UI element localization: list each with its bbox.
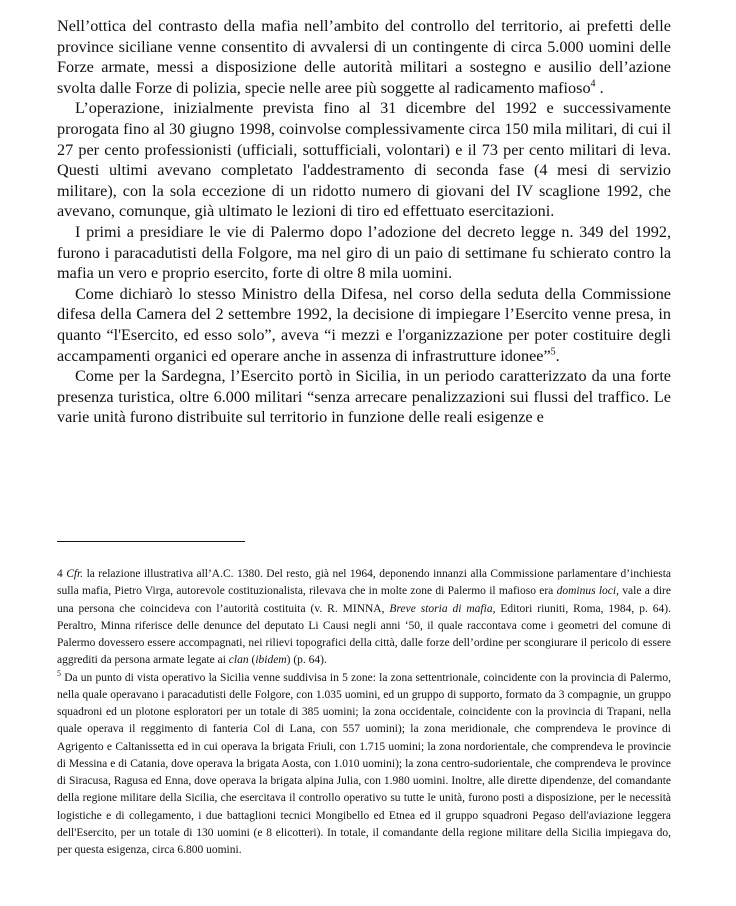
- footnote-4-text-3: Editori riuniti, Roma, 1984, p. 64). Peraltro, Minna riferisce delle denunce del deputato Li Causi negli anni ‘50, il quale raccontava come i geometri del comune di Palermo dovessero essere accompagnati, nei rilievi topografici della città, dalle forze dell’ordine per scongiurare il pericolo di essere aggrediti da persona armate legate ai: [57, 602, 671, 667]
- footnote-4-text-5: ) (p. 64).: [286, 654, 327, 667]
- paragraph-4: [57, 284, 671, 366]
- footnote-4-book-title: Breve storia di mafia,: [389, 602, 496, 615]
- footnote-4-text-4: (: [248, 654, 256, 667]
- paragraph-1-text: Nell’ottica del contrasto della mafia nell’ambito del controllo del territorio, ai prefetti delle province siciliane venne consentito di avvalersi di un contingente di circa 5.000 uomini delle Forze armate, messi a disposizione delle autorità militari a sostegno e ausilio dell’azione svolta dalle Forze di polizia, specie nelle aree più soggette al radicamento mafioso: [57, 17, 671, 97]
- footnote-5-text: Da un punto di vista operativo la Sicilia venne suddivisa in 5 zone: la zona settentrionale, coincidente con la provincia di Palermo, nella quale operavano i paracadutisti delle Folgore, con 1.035 uomini, ed un gruppo di supporto, formato da 3 compagnie, un gruppo squadroni ed un plotone esploratori per un totale di 385 uomini; la zona occidentale, coincidente con la provincia di Trapani, nella quale operava il reggimento di fanteria Col di Lana, con 557 uomini); la zona meridionale, che comprendeva le province di Agrigento e Caltanissetta ed in cui operava la brigata Friuli, con 1.715 uomini; la zona nordorientale, che comprendeva le provincie di Messina e di Catania, dove operava la brigata Aosta, con 1.010 uomini); la zona centro-sudorientale, che comprendeva le province di Siracusa, Ragusa ed Enna, dove operava la brigata alpina Julia, con 1.980 uomini. Inoltre, alle dirette dipendenze, del comandante della regione militare della Sicilia, che esercitava il controllo operativo su tutte le unità, furono posti a disposizione, per le necessità logistiche e di collegamento, i due battaglioni tecnici Mongibello ed Etnea ed il gruppo squadroni Pegaso dell'aviazione leggera dell'Esercito, per un totale di 130 uomini (e 8 elicotteri). In totale, il comandante della regione militare della Sicilia impiegava do, per questa esigenza, circa 6.800 uomini.: [57, 671, 671, 856]
- footnote-separator: [57, 541, 245, 542]
- paragraph-1-end: .: [595, 78, 604, 97]
- footnote-5: [57, 670, 671, 860]
- footnote-4: [57, 566, 671, 670]
- footnote-ref-5[interactable]: 5: [550, 346, 556, 358]
- paragraph-5: Come per la Sardegna, l’Esercito portò in Sicilia, in un periodo caratterizzato da una forte presenza turistica, oltre 6.000 militari “senza arrecare penalizzazioni sui flussi del traffico. Le varie unità furono distribuite sul territorio in funzione delle reali esigenze e: [57, 367, 671, 427]
- document-body: [57, 16, 671, 428]
- paragraph-3: I primi a presidiare le vie di Palermo dopo l’adozione del decreto legge n. 349 del 1992, furono i paracadutisti della Folgore, ma nel giro di un paio di settimane fu schierato contro la mafia un vero e proprio esercito, forte di oltre 8 mila uomini.: [57, 222, 671, 283]
- footnotes: [57, 566, 671, 859]
- footnote-4-cfr: Cfr.: [66, 568, 84, 580]
- footnote-5-number: 5: [57, 668, 61, 678]
- paragraph-1: [57, 16, 671, 98]
- footnote-4-number: 4: [57, 568, 63, 580]
- footnote-4-text-1: la relazione illustrativa all’A.C. 1380. Del resto, già nel 1964, deponendo innanzi alla Commissione parlamentare d’inchiesta sulla mafia, Pietro Virga, autorevole costituzionalista, rilevava che in molte zone di Palermo il mafioso era: [57, 568, 672, 598]
- footnote-4-text-2: , vale a dire una persona che coincideva con l’autorità costituita (v. R. MINNA,: [57, 585, 671, 615]
- footnote-ref-4[interactable]: 4: [590, 78, 596, 90]
- footnote-4-clan: clan: [228, 654, 249, 667]
- paragraph-2: L’operazione, inizialmente prevista fino al 31 dicembre del 1992 e successivamente prorogata fino al 30 giugno 1998, coinvolse complessivamente circa 150 mila militari, di cui il 27 per cento professionisti (ufficiali, sottufficiali, volontari) e il 73 per cento militari di leva. Questi ultimi avevano completato l'addestramento di seconda fase (4 mesi di servizio militare), con la sola eccezione di un ridotto numero di giovani del IV scaglione 1992, che avevano, comunque, già ultimato le lezioni di tiro ed effettuato esercitazioni.: [57, 99, 671, 221]
- paragraph-4-text: Come dichiarò lo stesso Ministro della Difesa, nel corso della seduta della Commissione difesa della Camera del 2 settembre 1992, la decisione di impiegare l’Esercito venne presa, in quanto “l'Esercito, ed esso solo”, aveva “i mezzi e l'organizzazione per poter costituire degli accampamenti organici ed operare anche in assenza di infrastrutture idonee”: [57, 284, 671, 365]
- paragraph-4-end: .: [555, 346, 560, 365]
- footnote-4-ibidem: ibidem: [255, 654, 287, 667]
- footnote-4-dominus-loci: dominus loci: [556, 585, 617, 598]
